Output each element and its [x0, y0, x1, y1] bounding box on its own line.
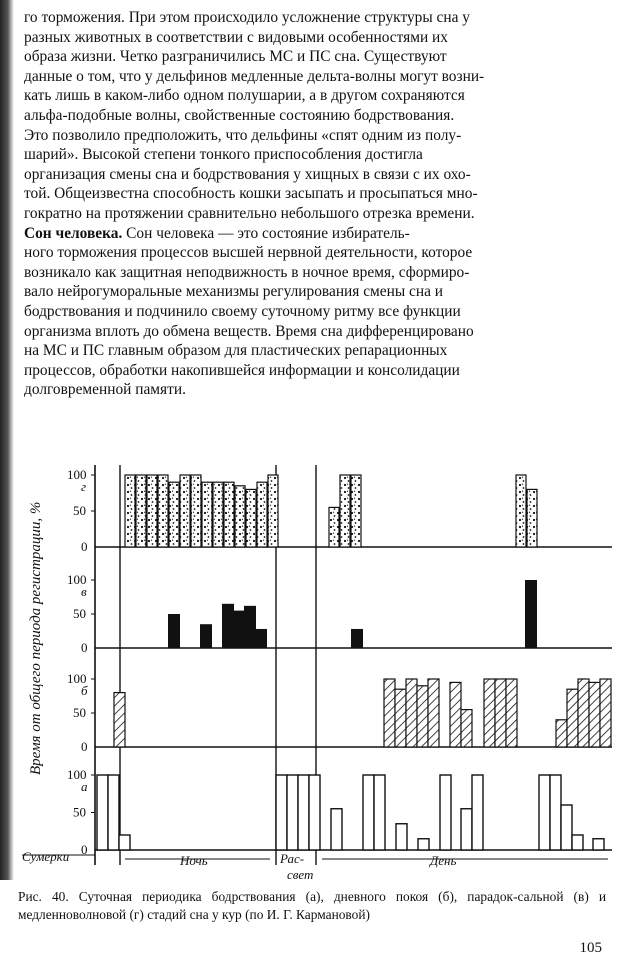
- bar-rest: [600, 679, 611, 747]
- bar-rest: [114, 693, 125, 747]
- period-label: свет: [287, 867, 314, 882]
- period-label: Сумерки: [22, 849, 70, 864]
- bar-rest: [384, 679, 395, 747]
- bar-wakefulness: [440, 775, 451, 850]
- bar-wakefulness: [418, 839, 429, 850]
- text-line: го торможения. При этом происходило усложнение структуры сна у: [24, 9, 470, 26]
- bar-paradoxical: [232, 611, 244, 648]
- section-heading: Сон человека.: [24, 224, 123, 242]
- sleep-chart-figure: [0, 455, 620, 885]
- bar-rest: [395, 689, 406, 747]
- tick-label: 50: [73, 705, 86, 720]
- bar-slow-wave: [191, 475, 201, 547]
- bar-slow-wave: [527, 489, 537, 547]
- bar-wakefulness: [472, 775, 483, 850]
- bar-wakefulness: [593, 839, 604, 850]
- period-label: Рас-: [280, 851, 305, 866]
- bar-slow-wave: [351, 475, 361, 547]
- bar-wakefulness: [461, 809, 472, 850]
- bar-wakefulness: [276, 775, 287, 850]
- bar-wakefulness: [97, 775, 108, 850]
- bar-wakefulness: [572, 835, 583, 850]
- text-line: вало нейрогуморальные механизмы регулирования смены сна и: [24, 283, 444, 301]
- bar-rest: [450, 682, 461, 747]
- bar-wakefulness: [363, 775, 374, 850]
- figure-caption: [18, 888, 606, 924]
- bar-rest: [406, 679, 417, 747]
- tick-label: 0: [81, 739, 88, 754]
- bar-paradoxical: [200, 624, 212, 648]
- text-line: долговременной памяти.: [24, 381, 186, 399]
- bar-rest: [461, 710, 472, 747]
- bar-rest: [417, 686, 428, 747]
- bar-rest: [589, 682, 600, 747]
- bar-rest: [428, 679, 439, 747]
- bar-slow-wave: [158, 475, 168, 547]
- bar-slow-wave: [180, 475, 190, 547]
- text-line: образа жизни. Четко разграничились МС и ПС сна. Существуют: [24, 48, 447, 66]
- bar-slow-wave: [147, 475, 157, 547]
- figure-ylabel: Время от общего периода регистрации, %: [28, 501, 44, 775]
- bar-paradoxical: [255, 629, 267, 648]
- bar-wakefulness: [550, 775, 561, 850]
- bar-slow-wave: [136, 475, 146, 547]
- text-line: кать лишь в каком-либо одном полушарии, а в другом сохраняются: [24, 87, 465, 105]
- bar-paradoxical: [351, 629, 363, 648]
- bar-slow-wave: [125, 475, 135, 547]
- text-line: той. Общеизвестна способность кошки засыпать и просыпаться мно-: [24, 185, 478, 203]
- bar-wakefulness: [374, 775, 385, 850]
- tick-label: 50: [73, 503, 86, 518]
- period-label: День: [430, 853, 457, 868]
- bar-slow-wave: [257, 482, 267, 547]
- bar-slow-wave: [169, 482, 179, 547]
- text-line: разных животных в соответствии с видовыми особенностями их: [24, 28, 448, 46]
- panel-letter: а: [81, 779, 88, 794]
- page-number: 105: [579, 940, 602, 956]
- bar-wakefulness: [561, 805, 572, 850]
- bar-wakefulness: [298, 775, 309, 850]
- text-line: процессов, обработки накопившейся информации и консолидации: [24, 361, 460, 379]
- bar-wakefulness: [396, 824, 407, 850]
- text-line: организма вплоть до обмена веществ. Время сна дифференцировано: [24, 322, 474, 340]
- panel-letter: г: [81, 479, 87, 494]
- bar-slow-wave: [268, 475, 278, 547]
- bar-wakefulness: [119, 835, 130, 850]
- bar-wakefulness: [309, 775, 320, 850]
- panel-letter: б: [81, 683, 88, 698]
- period-label: Ночь: [180, 853, 208, 868]
- bar-rest: [556, 720, 567, 747]
- bar-slow-wave: [246, 489, 256, 547]
- bar-wakefulness: [108, 775, 119, 850]
- bar-wakefulness: [331, 809, 342, 850]
- text-line: альфа-подобные волны, свойственные состоянию бодрствования.: [24, 106, 455, 124]
- body-text-top: [24, 8, 606, 400]
- tick-label: 0: [81, 539, 88, 554]
- text-line: данные о том, что у дельфинов медленные дельта-волны могут возни-: [24, 67, 485, 85]
- bar-rest: [567, 689, 578, 747]
- text-fragment: Сон человека — это состояние избиратель-: [122, 224, 410, 242]
- bar-wakefulness: [287, 775, 298, 850]
- bar-paradoxical: [168, 614, 180, 648]
- panel-letter: в: [81, 584, 87, 599]
- text-line: ного торможения процессов высшей нервной деятельности, которое: [24, 244, 473, 262]
- bar-slow-wave: [202, 482, 212, 547]
- text-line: шарий». Высокой степени тонкого приспособления достигла: [24, 146, 423, 164]
- bar-slow-wave: [224, 482, 234, 547]
- text-line: [24, 224, 606, 244]
- tick-label: 50: [73, 804, 86, 820]
- text-line: Это позволило предположить, что дельфины «спят одним из полу-: [24, 126, 462, 144]
- bar-slow-wave: [213, 482, 223, 547]
- bar-paradoxical: [244, 606, 256, 648]
- bar-rest: [495, 679, 506, 747]
- tick-label: 100: [67, 467, 87, 482]
- bar-rest: [484, 679, 495, 747]
- bar-slow-wave: [340, 475, 350, 547]
- text-line: бодрствования и подчинило своему суточному ритму все функции: [24, 302, 461, 320]
- tick-label: 50: [73, 606, 86, 621]
- tick-label: 100: [67, 572, 87, 587]
- text-line: организация смены сна и бодрствования у хищных в связи с их охо-: [24, 165, 471, 183]
- text-line: гократно на протяжении сравнительно небольшого отрезка времени.: [24, 204, 475, 222]
- text-line: возникало как защитная неподвижность в ночное время, сформиро-: [24, 263, 470, 281]
- bar-rest: [506, 679, 517, 747]
- tick-label: 100: [67, 671, 87, 686]
- bar-rest: [578, 679, 589, 747]
- tick-label: 0: [81, 640, 88, 655]
- bar-slow-wave: [329, 507, 339, 547]
- text-line: на МС и ПС главным образом для пластических репарационных: [24, 342, 448, 360]
- bar-wakefulness: [539, 775, 550, 850]
- bar-slow-wave: [516, 475, 526, 547]
- caption-text: Рис. 40. Суточная периодика бодрствования (а), дневного покоя (б), парадок-сальной (в) и медленноволновой (г) стадий сна у кур (по И. Г. Кармановой): [18, 889, 606, 922]
- bar-paradoxical: [525, 580, 537, 648]
- tick-label: 0: [81, 842, 88, 857]
- bar-slow-wave: [235, 486, 245, 547]
- tick-label: 100: [67, 767, 87, 782]
